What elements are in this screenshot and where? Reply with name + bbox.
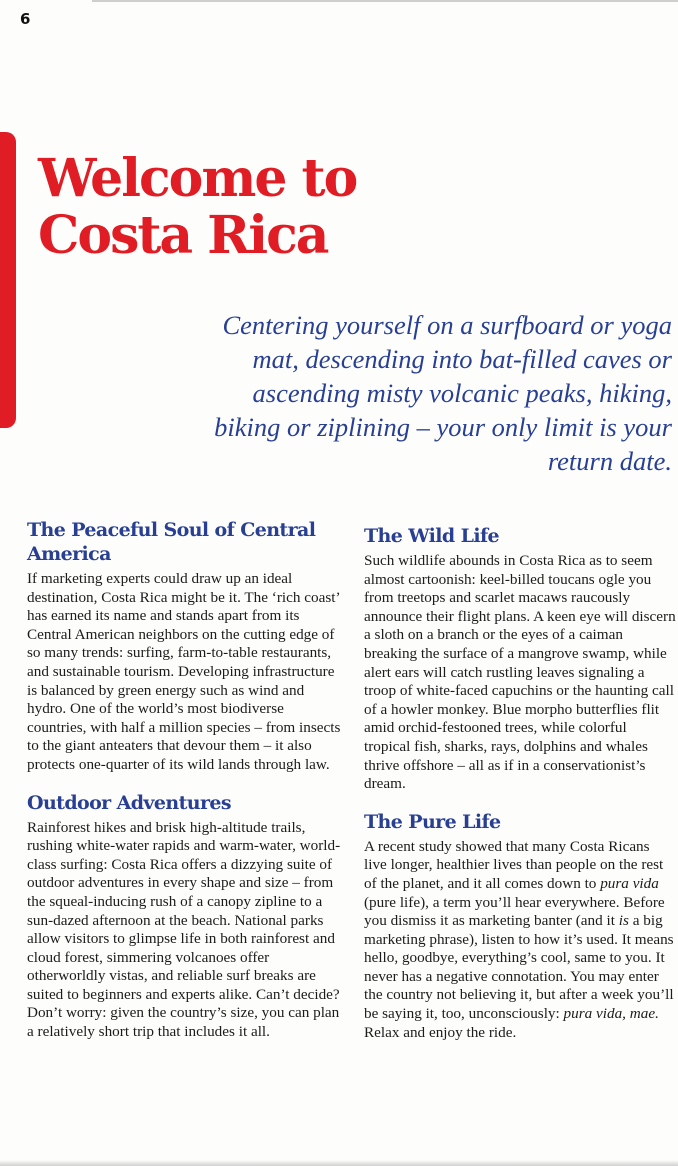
pure-life-emphasis-3: pura vida, mae. [563,1005,659,1023]
section-heading-peaceful-soul: The Peaceful Soul of Central America [27,519,316,565]
pure-life-text-2: (pure life), a term you’ll hear everywhere. Before you dismiss it as marketing banter (and it [364,893,665,930]
left-column [27,518,345,1042]
page-bottom-edge [0,1160,678,1166]
pure-life-text-3: a big marketing phrase), listen to how it’s used. It means hello, goodbye, everything’s cool, same to you. It never has a negative connotation. You may enter the country not believing it, but after a week you’ll be saying it, too, unconsciously: [364,912,674,1023]
section-body-peaceful-soul: If marketing experts could draw up an ideal destination, Costa Rica might be it. The ‘rich coast’ has earned its name and stands apart from its Central American neighbors on the cutting edge of so many trends: surfing, farm-to-table restaurants, and sustainable tourism. Developing infrastructure is balanced by green energy such as wind and hydro. One of the world’s most biodiverse countries, with half a million species – from insects to the giant anteaters that devour them – it also protects one-quarter of its wild lands through law. [27,570,341,773]
top-rule [92,0,678,2]
pure-life-text-4: Relax and enjoy the ride. [364,1023,517,1041]
right-column [364,518,676,1042]
intro-tagline: Centering yourself on a surfboard or yoga mat, descending into bat-filled caves or ascending misty volcanic peaks, hiking, biking or ziplining – your only limit is your return date. [214,310,672,476]
pure-life-emphasis-2: is [618,912,629,930]
page-number: 6 [20,10,31,28]
title-line-2: Costa Rica [38,205,328,266]
pure-life-text-1: A recent study showed that many Costa Ricans live longer, healthier lives than people on the rest of the planet, and it all comes down to [364,837,664,892]
section-heading-wild-life: The Wild Life [364,525,500,547]
title-line-1: Welcome to [38,148,357,209]
page-title [38,150,438,264]
section-body-wild-life: Such wildlife abounds in Costa Rica as to seem almost cartoonish: keel-billed toucans ogle you from treetops and scarlet macaws raucously announce their flight plans. A keen eye will discern a sloth on a branch or the eyes of a caiman breaking the surface of a mangrove swamp, while alert ears will catch rustling leaves signaling a troop of white-faced capuchins or the haunting call of a howler monkey. Blue morpho butterflies flit amid orchid-festooned trees, while colorful tropical fish, sharks, rays, dolphins and whales thrive offshore – all as if in a conservationist’s dream. [364,552,676,793]
section-body-pure-life [364,838,676,1043]
red-accent-tab [0,132,16,428]
section-heading-pure-life: The Pure Life [364,810,501,833]
section-heading-outdoor-adventures: Outdoor Adventures [27,791,231,814]
section-body-outdoor-adventures: Rainforest hikes and brisk high-altitude trails, rushing white-water rapids and warm-water, world-class surfing: Costa Rica offers a dizzying suite of outdoor adventures in every shape and size – from the squeal-inducing rush of a canopy zipline to a sun-dazed afternoon at the beach. National parks allow visitors to glimpse life in both rainforest and cloud forest, simmering volcanoes offer otherworldly vistas, and reliable surf breaks are suited to beginners and experts alike. Can’t decide? Don’t worry: given the country’s size, you can plan a relatively short trip that includes it all. [27,818,341,1041]
pure-life-emphasis-1: pura vida [600,874,659,892]
